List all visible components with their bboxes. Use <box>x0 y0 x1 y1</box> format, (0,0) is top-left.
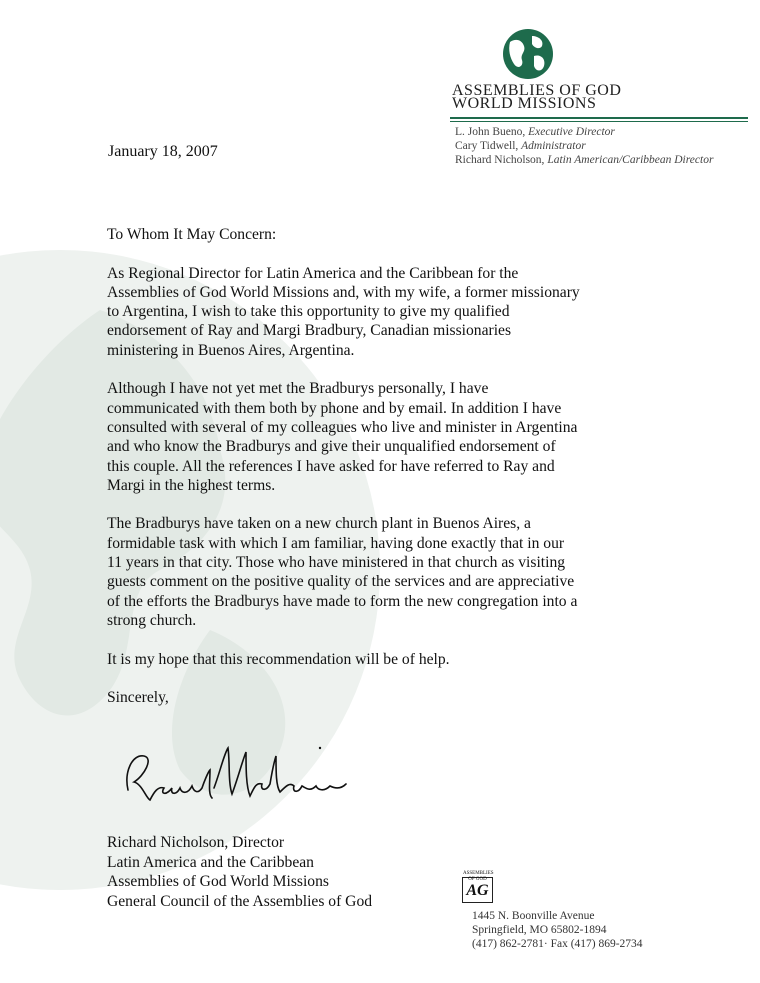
letterhead-rule <box>450 117 748 119</box>
signer-org: Assemblies of God World Missions <box>107 873 329 890</box>
signer-council: General Council of the Assemblies of God <box>107 892 373 910</box>
letterhead-rule-thin <box>450 121 748 122</box>
letter-body <box>107 225 667 727</box>
globe-icon <box>502 28 554 80</box>
staff-item: Richard Nicholson, Latin American/Caribbean Director <box>455 154 714 166</box>
footer-address <box>472 909 643 951</box>
org-name-line1: ASSEMBLIES OF GOD <box>452 82 622 99</box>
signer-region: Latin America and the Caribbean <box>107 853 314 871</box>
signer-name: Richard Nicholson, Director <box>107 834 285 851</box>
letter-date: January 18, 2007 <box>108 143 218 160</box>
staff-list <box>455 125 713 167</box>
ag-logo-text: AG <box>466 882 489 899</box>
ag-logo <box>462 871 494 903</box>
closing: Sincerely, <box>107 689 169 707</box>
signature-block <box>107 833 372 911</box>
address-phone: (417) 862-2781· Fax (417) 869-2734 <box>472 938 643 950</box>
salutation: To Whom It May Concern: <box>107 226 277 243</box>
body-paragraph: As Regional Director for Latin America and the Caribbean for the Assemblies of God World Missions and, with my wife, a former missionary to Argentina, I wish to take this opportunity to give my qualified endorsement of Ray and Margi Bradbury, Canadian missionaries ministering in Buenos Aires, Argentina. <box>107 264 580 359</box>
address-city: Springfield, MO 65802-1894 <box>472 924 607 936</box>
body-paragraph: It is my hope that this recommendation will be of help. <box>107 650 450 668</box>
body-paragraph: The Bradburys have taken on a new church plant in Buenos Aires, a formidable task with which I am familiar, having done exactly that in our 11 years in that city. Those who have ministered in that church as visiting guests comment on the positive quality of the services and are appreciative of the efforts the Bradburys have made to form the new congregation into a strong church. <box>107 515 578 629</box>
org-name-line2: WORLD MISSIONS <box>452 95 597 112</box>
body-paragraph: Although I have not yet met the Bradburys personally, I have communicated with them both by phone and by email. In addition I have consulted with several of my colleagues who live and minister in Argentina and who know the Bradburys and give their unqualified endorsement of this couple. All the references I have asked for have referred to Ray and Margi in the highest terms. <box>107 380 578 494</box>
signature-image <box>110 742 360 817</box>
staff-item: L. John Bueno, Executive Director <box>455 126 615 138</box>
organization-name <box>452 84 621 110</box>
ag-logo-caption: ASSEMBLIES OF GOD <box>463 871 494 882</box>
staff-item: Cary Tidwell, Administrator <box>455 140 586 152</box>
address-street: 1445 N. Boonville Avenue <box>472 910 595 922</box>
